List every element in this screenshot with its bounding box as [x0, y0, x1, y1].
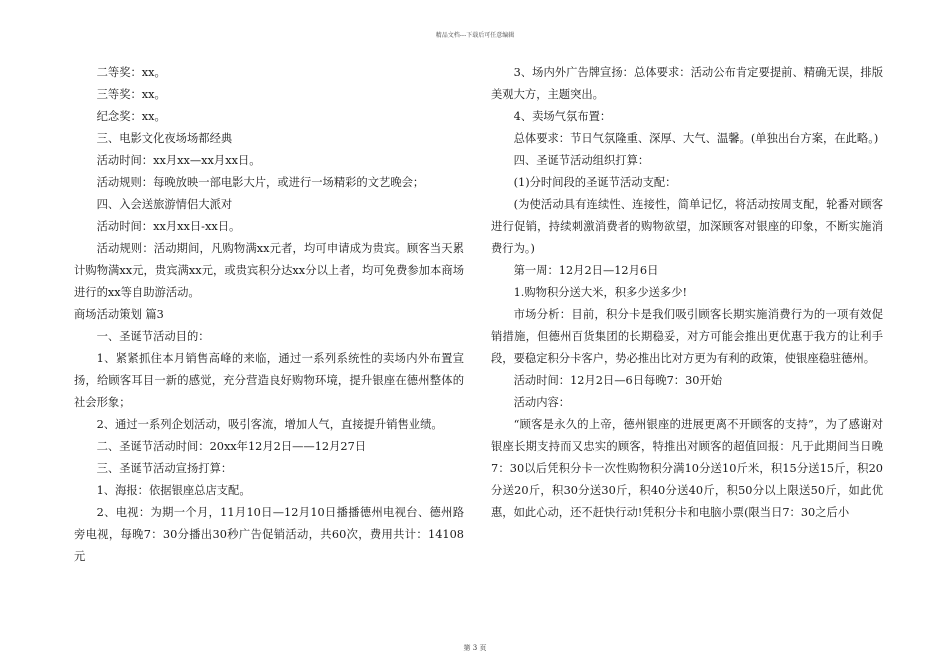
page-number: 第 3 页	[463, 644, 487, 652]
paragraph: 商场活动策划 篇3	[74, 308, 164, 321]
paragraph: 纪念奖：xx。	[96, 110, 166, 123]
paragraph: 活动时间：xx月xx日-xx日。	[96, 220, 241, 233]
paragraph: 4、卖场气氛布置：	[513, 110, 612, 123]
paragraph: 三、圣诞节活动宣扬打算：	[96, 462, 233, 475]
paragraph: 二、圣诞节活动时间：20xx年12月2日——12月27日	[96, 440, 367, 453]
left-column	[74, 62, 464, 568]
paragraph: 四、入会送旅游情侣大派对	[96, 198, 233, 211]
paragraph: 四、圣诞节活动组织打算：	[513, 154, 650, 167]
paragraph: 一、圣诞节活动目的：	[96, 330, 210, 343]
paragraph: 2、通过一系列企划活动，吸引客流，增加人气，直接提升销售业绩。	[96, 418, 443, 431]
paragraph: 1.购物积分送大米，积多少送多少!	[513, 286, 688, 299]
paragraph: 三等奖：xx。	[96, 88, 166, 101]
paragraph: 总体要求：节日气氛隆重、深厚、大气、温馨。(单独出台方案，在此略。)	[513, 132, 879, 145]
paragraph: 1、海报：依据银座总店支配。	[96, 484, 251, 497]
right-column	[491, 62, 883, 524]
paragraph: 3、场内外广告牌宣扬：总体要求：活动公布肯定要提前、精确无误，排版美观大方，主题突出。	[491, 66, 883, 101]
paragraph: 活动规则：每晚放映一部电影大片，或进行一场精彩的文艺晚会；	[96, 176, 425, 189]
page-header: 精品文档---下载后可任意编辑	[435, 32, 515, 39]
paragraph: “顾客是永久的上帝，德州银座的进展更离不开顾客的支持”，为了感谢对银座长期支持而又忠实的顾客，特推出对顾客的超值回报：凡于此期间当日晚7：30以后凭积分卡一次性购物积分满10分送10斤米，积15分送15斤，积20分送20斤，积30分送30斤，积40分送40斤，积50分以上限送50斤，如此优惠，如此心动，还不赶快行动!凭积分卡和电脑小票(限当日7：30之后小	[491, 418, 883, 519]
paragraph: 2、电视：为期一个月，11月10日—12月10日播播德州电视台、德州路旁电视，每晚7：30分播出30秒广告促销活动，共60次，费用共计：14108元	[74, 506, 464, 563]
paragraph: 活动时间：xx月xx—xx月xx日。	[96, 154, 261, 167]
paragraph: 1、紧紧抓住本月销售高峰的来临，通过一系列系统性的卖场内外布置宣扬，给顾客耳目一新的感觉，充分营造良好购物环境，提升银座在德州整体的社会形象；	[74, 352, 464, 409]
paragraph: 三、电影文化夜场场都经典	[96, 132, 233, 145]
paragraph: 活动规则：活动期间，凡购物满xx元者，均可申请成为贵宾。顾客当天累计购物满xx元，贵宾满xx元，或贵宾积分达xx分以上者，均可免费参加本商场进行的xx等自助游活动。	[74, 242, 464, 299]
paragraph: 第一周：12月2日—12月6日	[513, 264, 659, 277]
paragraph: 二等奖：xx。	[96, 66, 166, 79]
paragraph: 活动内容：	[513, 396, 571, 409]
paragraph: (为使活动具有连续性、连接性，简单记忆，将活动按周支配，轮番对顾客进行促销，持续刺激消费者的购物欲望，加深顾客对银座的印象，不断实施消费行为。)	[491, 198, 883, 255]
paragraph: 活动时间：12月2日—6日每晚7：30开始	[513, 374, 723, 387]
paragraph: 市场分析：目前，积分卡是我们吸引顾客长期实施消费行为的一项有效促销措施，但德州百货集团的长期稳妥，对方可能会推出更优惠于我方的让利手段，要稳定积分卡客户，势必推出比对方更为有利的政策，使银座稳驻德州。	[491, 308, 883, 365]
paragraph: (1)分时间段的圣诞节活动支配：	[513, 176, 677, 189]
